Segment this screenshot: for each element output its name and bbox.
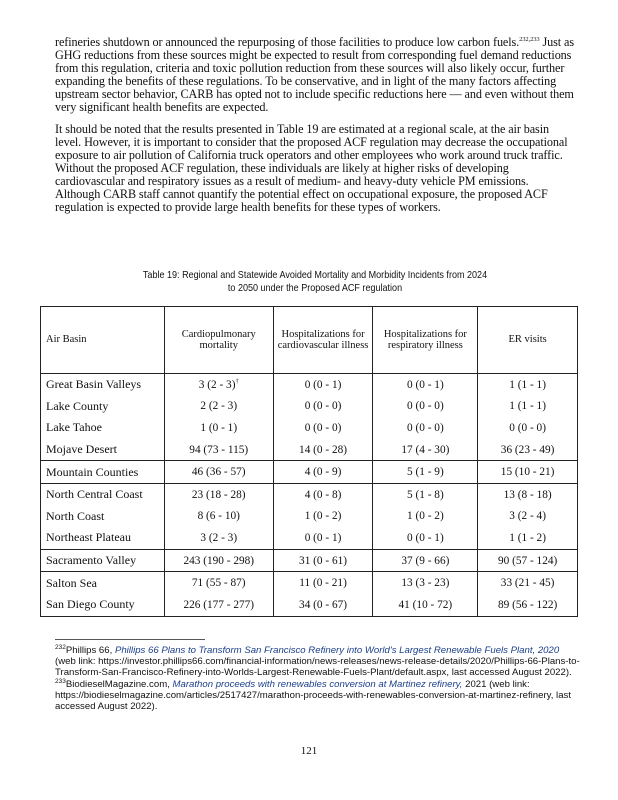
cell-hosp-resp-value: 17 (4 - 30) xyxy=(401,443,450,456)
footnote-title: Phillips 66 Plans to Transform San Francisco Refinery into World's Largest Renewable Fuels Plant, 2020 xyxy=(114,645,560,656)
cell-air-basin-value: Lake County xyxy=(46,398,109,413)
cell-hosp-resp-value: 0 (0 - 1) xyxy=(407,531,444,544)
paragraph-1-text-b: Just as GHG reductions from these sources might be expected to result from corresponding fuel demand reductions from this regulation, criteria and toxic pollution reduction from these sources will also likely occur, further expanding the benefits of these regulations. To be conservative, and in light of the many factors affecting upstream sector behavior, CARB has opted not to include specific reductions here — and even without them very significant health benefits are expected. xyxy=(55,35,574,115)
cell-mortality xyxy=(164,461,273,484)
header-hosp-resp: Hospitalizations for respiratory illness xyxy=(373,307,478,374)
cell-hosp-resp xyxy=(373,396,478,418)
cell-air-basin xyxy=(41,417,165,439)
cell-mortality xyxy=(164,549,273,572)
cell-hosp-cardio-value: 34 (0 - 67) xyxy=(299,598,348,611)
cell-mortality xyxy=(164,396,273,418)
cell-mortality-value: 243 (190 - 298) xyxy=(183,554,255,567)
footnote-link-text[interactable]: (web link: https://investor.phillips66.com/financial-information/news-releases/news-release-details/2020/Phillips-66-Plans-to-Transform-San-Francisco-Refinery-into-Worlds-Largest-Renewable-Fuels-Plant/default.aspx, last accessed August 2022). xyxy=(55,656,580,679)
cell-hosp-cardio-value: 11 (0 - 21) xyxy=(299,577,347,590)
cell-hosp-resp-value: 37 (9 - 66) xyxy=(401,554,450,567)
cell-hosp-resp-value: 0 (0 - 0) xyxy=(407,400,444,413)
cell-mortality-value: 3 (2 - 3) xyxy=(200,531,238,544)
cell-hosp-resp-value: 1 (0 - 2) xyxy=(407,510,444,523)
header-er-visits: ER visits xyxy=(478,307,578,374)
header-air-basin: Air Basin xyxy=(41,307,165,374)
cell-hosp-resp-value: 0 (0 - 1) xyxy=(407,378,444,391)
cell-hosp-resp xyxy=(373,439,478,461)
cell-hosp-resp xyxy=(373,549,478,572)
cell-hosp-cardio xyxy=(273,439,373,461)
table-row xyxy=(41,374,578,396)
footnote-lead: BiodieselMagazine.com, xyxy=(65,678,170,690)
cell-hosp-resp xyxy=(373,506,478,528)
cell-mortality-value: 94 (73 - 115) xyxy=(189,443,249,456)
paragraph-1 xyxy=(55,36,575,115)
cell-er-visits xyxy=(478,506,578,528)
cell-hosp-cardio-value: 4 (0 - 9) xyxy=(304,466,342,479)
avoided-incidents-table xyxy=(40,306,578,617)
cell-hosp-cardio xyxy=(273,506,373,528)
cell-mortality xyxy=(164,506,273,528)
cell-er-visits-value: 13 (8 - 18) xyxy=(503,488,552,501)
cell-air-basin xyxy=(41,527,165,549)
cell-mortality xyxy=(164,374,273,396)
table-row xyxy=(41,439,578,461)
cell-er-visits-value: 1 (1 - 1) xyxy=(509,378,546,391)
table-caption-line-1: Table 19: Regional and Statewide Avoided Mortality and Morbidity Incidents from 2024 xyxy=(142,269,488,281)
cell-mortality xyxy=(164,417,273,439)
cell-air-basin-value: Great Basin Valleys xyxy=(46,377,142,392)
cell-mortality-value: 2 (2 - 3) xyxy=(200,400,238,413)
cell-hosp-cardio xyxy=(273,483,373,505)
cell-air-basin-value: Lake Tahoe xyxy=(46,420,102,435)
cell-air-basin xyxy=(41,461,165,484)
cell-hosp-cardio-value: 1 (0 - 2) xyxy=(304,510,342,523)
cell-hosp-cardio-value: 0 (0 - 1) xyxy=(304,531,342,544)
cell-er-visits xyxy=(478,461,578,484)
footnote-ref[interactable]: 232,233 xyxy=(519,35,540,43)
cell-er-visits xyxy=(478,396,578,418)
table-caption xyxy=(91,269,538,295)
cell-er-visits xyxy=(478,439,578,461)
cell-er-visits xyxy=(478,527,578,549)
cell-er-visits-value: 89 (56 - 122) xyxy=(497,598,558,611)
cell-er-visits-value: 0 (0 - 0) xyxy=(509,421,546,434)
cell-mortality-value: 71 (55 - 87) xyxy=(191,577,246,590)
cell-hosp-cardio xyxy=(273,572,373,594)
cell-mortality xyxy=(164,483,273,505)
footnotes xyxy=(55,645,580,712)
table-row xyxy=(41,483,578,505)
cell-mortality-value: 46 (36 - 57) xyxy=(191,466,246,479)
table-row xyxy=(41,594,578,616)
cell-mortality xyxy=(164,594,273,616)
cell-hosp-cardio-value: 4 (0 - 8) xyxy=(304,488,342,501)
cell-hosp-resp xyxy=(373,374,478,396)
cell-hosp-cardio-value: 14 (0 - 28) xyxy=(299,443,348,456)
page-number: 121 xyxy=(300,745,318,757)
footnote-232 xyxy=(55,645,580,679)
cell-hosp-resp-value: 5 (1 - 8) xyxy=(407,488,444,501)
cell-er-visits-value: 36 (23 - 49) xyxy=(500,443,555,456)
cell-air-basin-value: Sacramento Valley xyxy=(46,553,137,568)
cell-mortality-value: 226 (177 - 277) xyxy=(183,598,255,611)
cell-hosp-cardio-value: 0 (0 - 0) xyxy=(304,400,342,413)
paragraph-1-text-a: refineries shutdown or announced the repurposing of those facilities to produce low carbon fuels. xyxy=(55,35,520,49)
cell-er-visits-value: 15 (10 - 21) xyxy=(500,466,555,479)
cell-er-visits xyxy=(478,572,578,594)
table-row xyxy=(41,396,578,418)
cell-hosp-cardio xyxy=(273,374,373,396)
cell-hosp-resp xyxy=(373,417,478,439)
footnote-lead: Phillips 66, xyxy=(65,645,113,656)
table-caption-line-2: to 2050 under the Proposed ACF regulation xyxy=(227,282,403,294)
footnote-link-text[interactable]: 2021 (web link: https://biodieselmagazine.com/articles/2517427/marathon-proceeds-with-renewables-conversion-at-martinez-refinery, last accessed August 2022). xyxy=(55,678,571,713)
cell-er-visits xyxy=(478,417,578,439)
cell-air-basin xyxy=(41,439,165,461)
header-mortality: Cardiopulmonary mortality xyxy=(164,307,273,374)
cell-hosp-resp xyxy=(373,527,478,549)
cell-mortality xyxy=(164,439,273,461)
cell-hosp-resp-value: 13 (3 - 23) xyxy=(401,577,450,590)
cell-hosp-resp xyxy=(373,461,478,484)
cell-air-basin-value: San Diego County xyxy=(46,597,135,612)
cell-hosp-resp xyxy=(373,594,478,616)
cell-air-basin-value: North Coast xyxy=(46,508,105,523)
footnote-233 xyxy=(55,679,580,713)
cell-air-basin xyxy=(41,483,165,505)
cell-mortality-value: 23 (18 - 28) xyxy=(191,488,246,501)
table-note-marker: † xyxy=(235,378,239,386)
cell-er-visits-value: 3 (2 - 4) xyxy=(509,510,546,523)
footnote-rule xyxy=(55,639,205,640)
cell-hosp-resp xyxy=(373,572,478,594)
cell-air-basin xyxy=(41,396,165,418)
cell-er-visits xyxy=(478,549,578,572)
cell-hosp-cardio xyxy=(273,527,373,549)
table-body xyxy=(41,374,578,617)
cell-air-basin-value: Salton Sea xyxy=(46,575,97,590)
cell-air-basin xyxy=(41,506,165,528)
cell-air-basin xyxy=(41,572,165,594)
table-row xyxy=(41,417,578,439)
cell-mortality xyxy=(164,527,273,549)
cell-air-basin xyxy=(41,549,165,572)
cell-hosp-resp xyxy=(373,483,478,505)
footnote-title: Marathon proceeds with renewables conversion at Martinez refinery, xyxy=(172,678,463,690)
table-row xyxy=(41,506,578,528)
cell-hosp-cardio xyxy=(273,549,373,572)
cell-air-basin xyxy=(41,374,165,396)
table-row xyxy=(41,461,578,484)
cell-hosp-resp-value: 5 (1 - 9) xyxy=(407,466,444,479)
table-row xyxy=(41,572,578,594)
table-header-row xyxy=(41,307,578,374)
cell-hosp-cardio xyxy=(273,461,373,484)
cell-hosp-cardio-value: 0 (0 - 1) xyxy=(304,378,342,391)
table-row xyxy=(41,549,578,572)
cell-hosp-cardio xyxy=(273,396,373,418)
cell-air-basin-value: North Central Coast xyxy=(46,487,143,502)
cell-air-basin-value: Northeast Plateau xyxy=(46,530,131,545)
cell-air-basin-value: Mojave Desert xyxy=(46,442,117,457)
cell-hosp-resp-value: 0 (0 - 0) xyxy=(407,421,444,434)
body-text xyxy=(55,36,575,214)
cell-air-basin-value: Mountain Counties xyxy=(46,464,139,479)
footnote-number: 233 xyxy=(55,677,66,685)
cell-er-visits-value: 1 (1 - 1) xyxy=(509,400,546,413)
cell-mortality xyxy=(164,572,273,594)
cell-mortality-value: 8 (6 - 10) xyxy=(197,510,240,523)
cell-air-basin xyxy=(41,594,165,616)
cell-er-visits xyxy=(478,594,578,616)
cell-hosp-cardio xyxy=(273,417,373,439)
header-hosp-cardio: Hospitalizations for cardiovascular illness xyxy=(273,307,373,374)
cell-hosp-cardio-value: 0 (0 - 0) xyxy=(304,421,342,434)
cell-hosp-cardio-value: 31 (0 - 61) xyxy=(299,554,348,567)
cell-er-visits-value: 33 (21 - 45) xyxy=(500,577,555,590)
cell-hosp-resp-value: 41 (10 - 72) xyxy=(398,598,453,611)
cell-mortality-value: 1 (0 - 1) xyxy=(200,421,238,434)
cell-mortality-value: 3 (2 - 3) xyxy=(198,378,236,391)
table-row xyxy=(41,527,578,549)
cell-hosp-cardio xyxy=(273,594,373,616)
cell-er-visits-value: 90 (57 - 124) xyxy=(497,554,558,567)
footnote-number: 232 xyxy=(55,643,66,651)
paragraph-2: It should be noted that the results presented in Table 19 are estimated at a regional scale, at the air basin level. However, it is important to consider that the proposed ACF regulation may decrease the occupational exposure to air pollution of California truck operators and other employees who work around truck traffic. Without the proposed ACF regulation, these individuals are likely at higher risks of developing cardiovascular and respiratory issues as a result of medium- and heavy-duty vehicle PM emissions. Although CARB staff cannot quantify the potential effect on occupational exposure, the proposed ACF regulation is expected to provide large health benefits for these types of workers. xyxy=(55,121,568,215)
cell-er-visits-value: 1 (1 - 2) xyxy=(509,531,546,544)
cell-er-visits xyxy=(478,483,578,505)
cell-er-visits xyxy=(478,374,578,396)
